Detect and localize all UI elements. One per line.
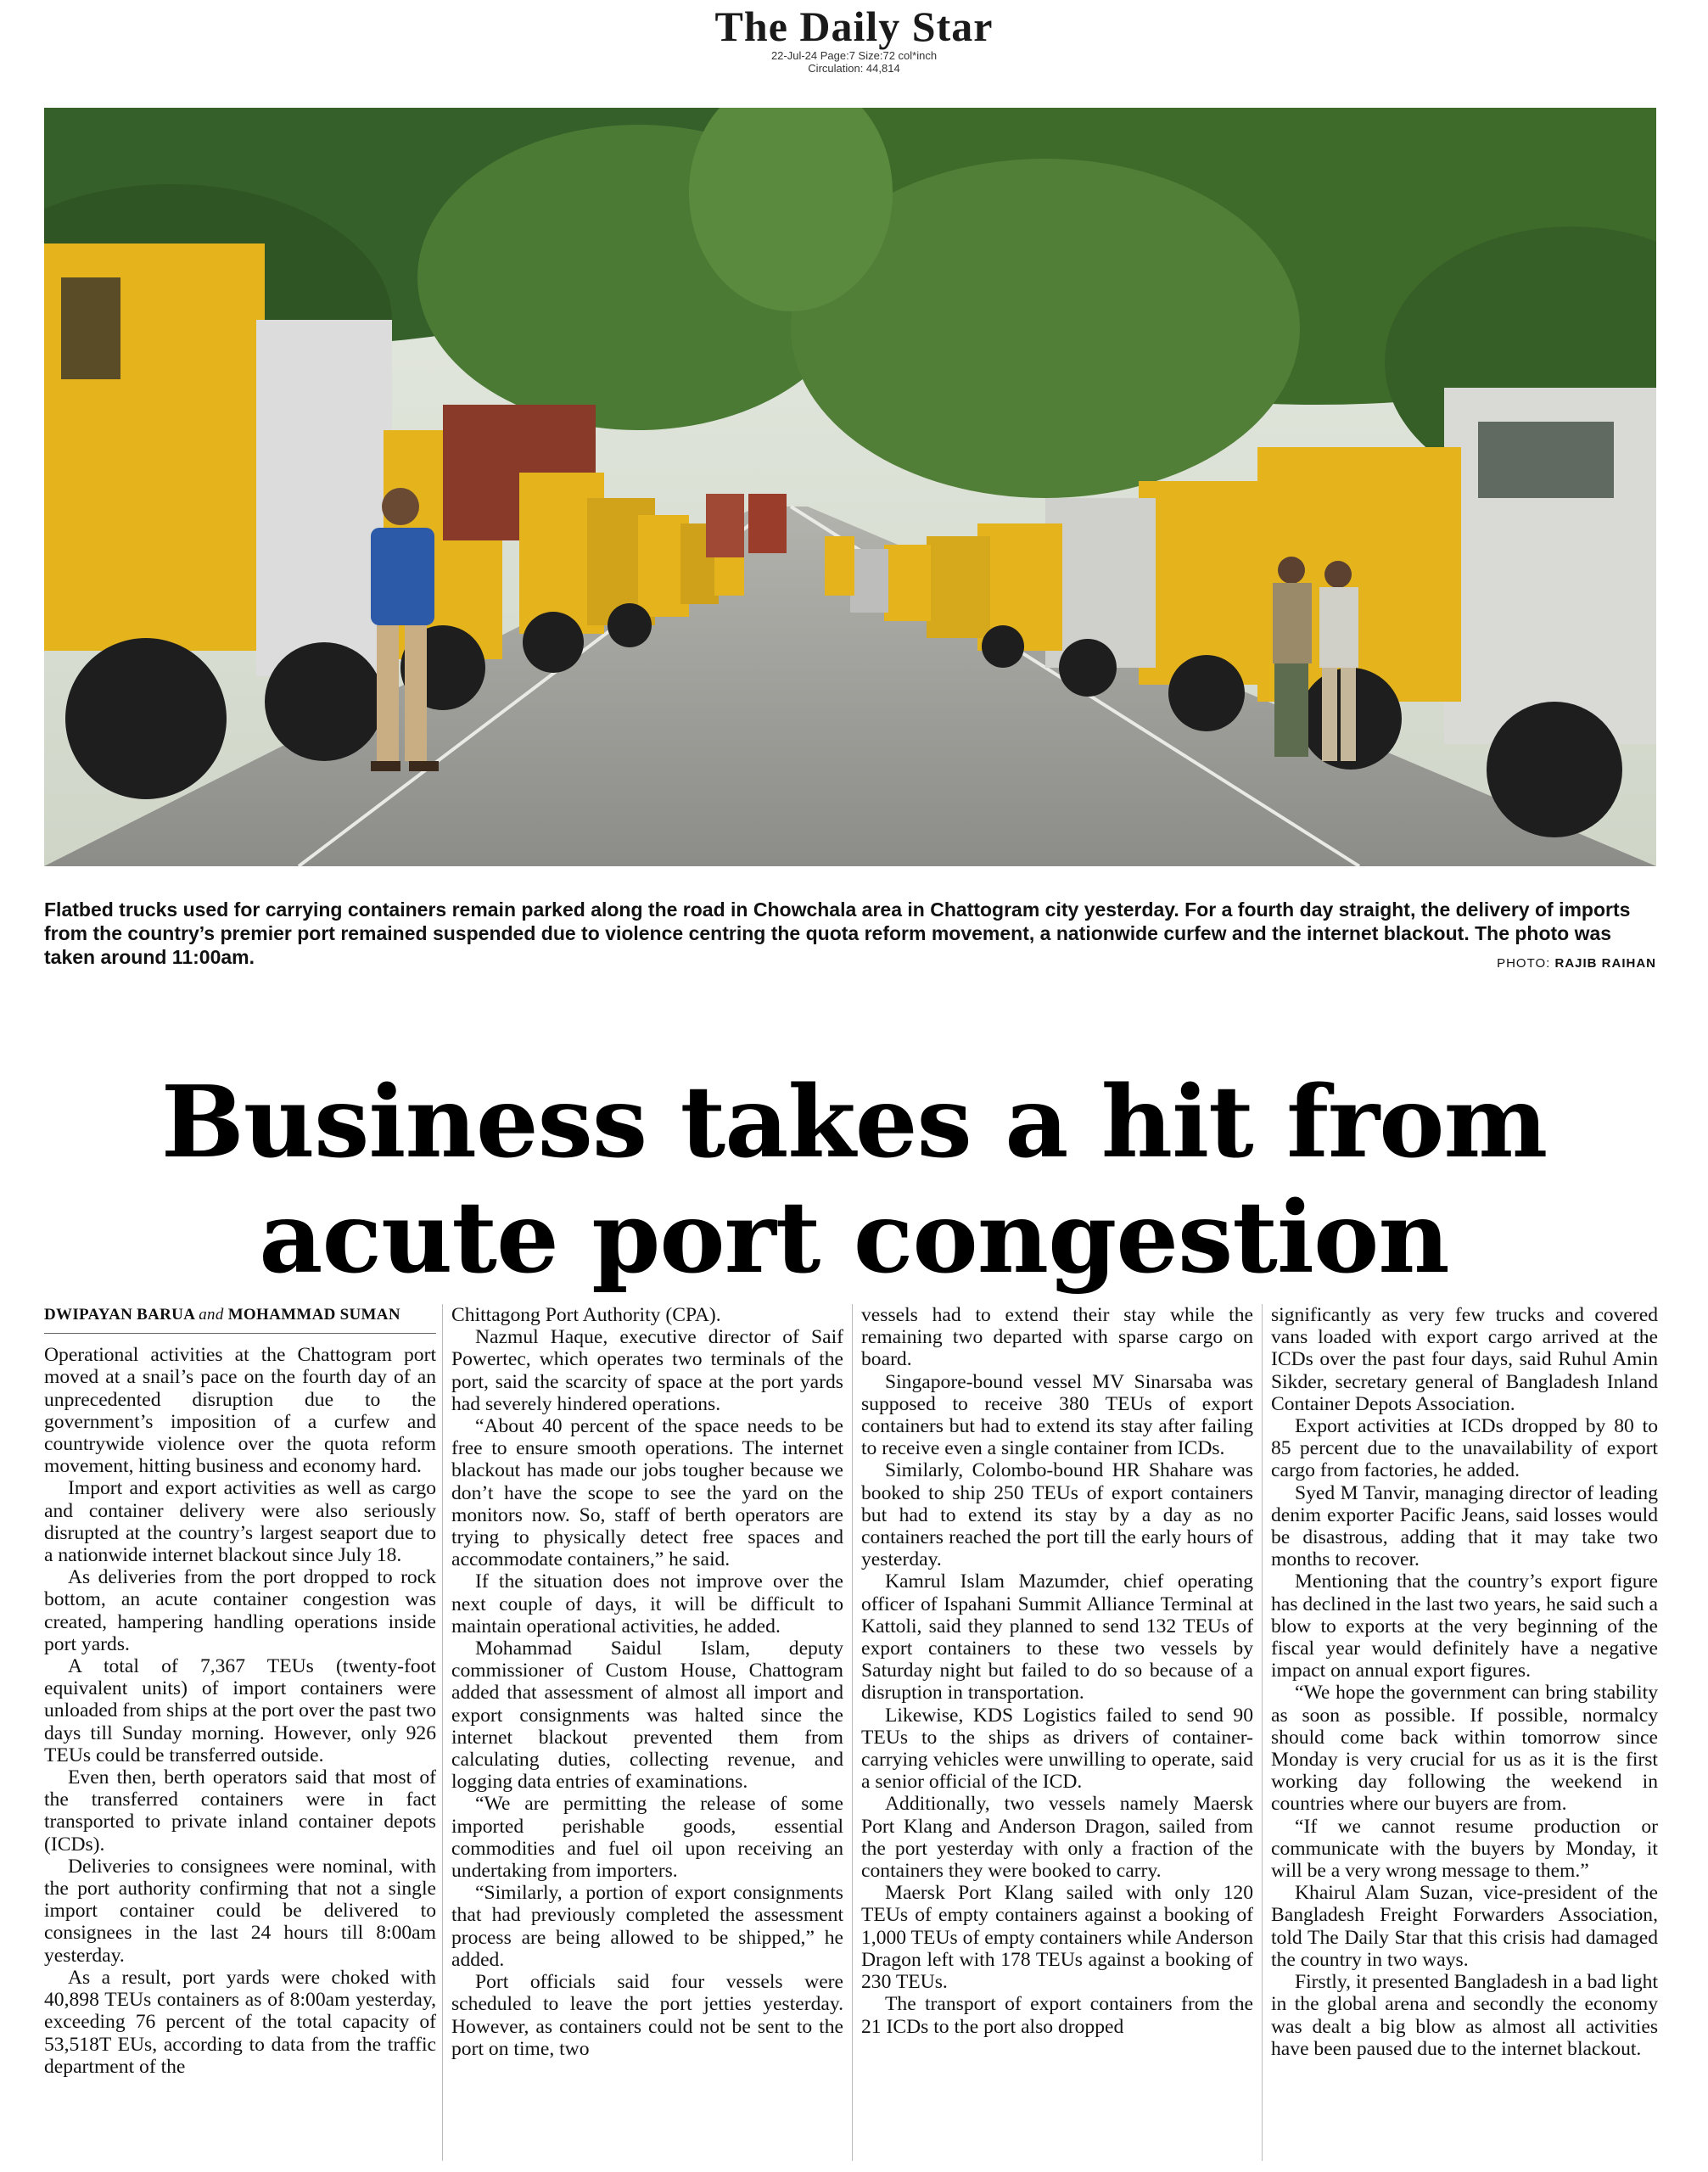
paragraph: Import and export activities as well as cargo and container delivery were also seriously disrupted at the country’s largest seaport due to a nationwide internet blackout since July 18.	[44, 1477, 436, 1567]
headline-line-2: acute port congestion	[259, 1180, 1449, 1296]
column-divider	[442, 1304, 443, 2161]
news-photo	[44, 108, 1656, 866]
paragraph: significantly as very few trucks and covered vans loaded with export cargo arrived at the ICDs over the past four days, said Ruhul Amin Sikder, secretary general of Bangladesh Inland Container Depots Association.	[1271, 1304, 1658, 1415]
paragraph: “We hope the government can bring stability as soon as possible. If possible, normalcy should come back within tomorrow since Monday is very crucial for us as it is the first working day following the weekend in countries where our buyers are from.	[1271, 1682, 1658, 1816]
headline	[0, 1065, 1708, 1296]
paragraph: vessels had to extend their stay while the remaining two departed with sparse cargo on board.	[861, 1304, 1253, 1371]
byline-author-1: DWIPAYAN BARUA	[44, 1306, 195, 1324]
paragraph: Deliveries to consignees were nominal, with the port authority confirming that not a single import container could be delivered to consignees in the last 24 hours till 8:00am yesterday.	[44, 1855, 436, 1967]
column-divider	[1262, 1304, 1263, 2161]
paragraph: Chittagong Port Authority (CPA).	[451, 1304, 721, 1326]
paragraph: The transport of export containers from the 21 ICDs to the port also dropped	[861, 1993, 1253, 2038]
paragraph: Singapore-bound vessel MV Sinarsaba was supposed to receive 380 TEUs of export containers but had to extend its stay after failing to receive even a single container from ICDs.	[861, 1370, 1253, 1460]
paragraph: “Similarly, a portion of export consignments that had previously completed the assessment process are being allowed to be shipped,” he added.	[451, 1882, 843, 1971]
paragraph: Mohammad Saidul Islam, deputy commissioner of Custom House, Chattogram added that assessment of almost all import and export consignments was halted since the internet blackout prevented them from calculating duties, collecting revenue, and logging data entries of examinations.	[451, 1637, 843, 1794]
paragraph: If the situation does not improve over the next couple of days, it will be difficult to maintain operational activities, he added.	[451, 1570, 843, 1637]
photo-credit	[1497, 956, 1656, 971]
paragraph: “If we cannot resume production or communicate with the buyers by Monday, it will be a very wrong message to them.”	[1271, 1815, 1658, 1883]
paragraph: As a result, port yards were choked with 40,898 TEUs containers as of 8:00am yesterday, exceeding 76 percent of the total capacity of 53,518T EUs, according to data from the traffic department of the	[44, 1966, 436, 2078]
paragraph: Firstly, it presented Bangladesh in a bad light in the global arena and secondly the economy was dealt a big blow as almost all activities have been paused due to the internet blackout.	[1271, 1971, 1658, 2060]
masthead	[0, 0, 1708, 85]
paragraph: Khairul Alam Suzan, vice-president of the Bangladesh Freight Forwarders Association, told The Daily Star that this crisis had damaged the country in two ways.	[1271, 1882, 1658, 1971]
article-column-3	[861, 1304, 1253, 2038]
byline-author-2: MOHAMMAD SUMAN	[227, 1306, 400, 1324]
paragraph: Operational activities at the Chattogram port moved at a snail’s pace on the fourth day of an unprecedented disruption due to the government’s imposition of a curfew and countrywide violence over the quota reform movement, hitting business and economy hard.	[44, 1344, 436, 1478]
paragraph: Port officials said four vessels were scheduled to leave the port jetties yesterday. However, as containers could not be sent to the port on time, two	[451, 1971, 843, 2060]
column-divider	[852, 1304, 853, 2161]
paragraph: Maersk Port Klang sailed with only 120 TEUs of empty containers against a booking of 1,000 TEUs of empty containers while Anderson Dragon left with 178 TEUs against a booking of 230 TEUs.	[861, 1882, 1253, 1994]
paragraph: “About 40 percent of the space needs to be free to ensure smooth operations. The internet blackout has made our jobs tougher because we don’t have the scope to see the yard on the monitors now. So, staff of berth operators are trying to physically detect free spaces and accommodate containers,” he said.	[451, 1415, 843, 1571]
photo-credit-name: RAJIB RAIHAN	[1554, 956, 1656, 971]
clipping-meta: 22-Jul-24 Page:7 Size:72 col*inch	[770, 49, 938, 62]
trucks-on-road-illustration	[44, 108, 1656, 866]
photo-credit-prefix: PHOTO:	[1497, 956, 1555, 971]
paragraph: Likewise, KDS Logistics failed to send 90 TEUs to the ships as drivers of container-carrying vehicles were unwilling to operate, said a senior official of the ICD.	[861, 1704, 1253, 1794]
headline-line-1: Business takes a hit from	[160, 1065, 1548, 1180]
paragraph: As deliveries from the port dropped to rock bottom, an acute container congestion was created, hampering handling operations inside port yards.	[44, 1566, 436, 1655]
paragraph: Kamrul Islam Mazumder, chief operating officer of Ispahani Summit Alliance Terminal at Kattoli, said they planned to send 132 TEUs of export containers to these two vessels by Saturday night but failed to do so because of a disruption in transportation.	[861, 1570, 1253, 1705]
paragraph: Nazmul Haque, executive director of Saif Powertec, which operates two terminals of the port, said the scarcity of space at the port yards had severely hindered operations.	[451, 1326, 843, 1415]
photo-caption: Flatbed trucks used for carrying containers remain parked along the road in Chowchala area in Chattogram city yesterday. For a fourth day straight, the delivery of imports from the country’s premier port remained suspended due to violence centring the quota reform movement, a nationwide curfew and the internet blackout. The photo was taken around 11:00am.	[44, 898, 1631, 968]
article-column-1	[44, 1304, 436, 2078]
paragraph: “We are permitting the release of some imported perishable goods, essential commodities and fuel oil upon receiving an undertaking from importers.	[451, 1793, 843, 1883]
article-column-4	[1271, 1304, 1658, 2060]
paragraph: Syed M Tanvir, managing director of leading denim exporter Pacific Jeans, said losses would be disastrous, adding that it may take two months to recover.	[1271, 1481, 1658, 1571]
byline	[44, 1304, 436, 1334]
article-column-2	[451, 1304, 843, 2060]
newspaper-name: The Daily Star	[714, 3, 994, 50]
byline-and: and	[199, 1306, 224, 1324]
paragraph: Even then, berth operators said that most of the transferred containers were in fact transported to private inland container depots (ICDs).	[44, 1766, 436, 1856]
paragraph: Additionally, two vessels namely Maersk Port Klang and Anderson Dragon, sailed from the port yesterday with only a fraction of the containers they were booked to carry.	[861, 1793, 1253, 1883]
paragraph: A total of 7,367 TEUs (twenty-foot equivalent units) of import containers were unloaded from ships at the port over the past two days till Sunday morning. However, only 926 TEUs could be transferred outside.	[44, 1655, 436, 1766]
paragraph: Export activities at ICDs dropped by 80 to 85 percent due to the unavailability of export cargo from factories, he added.	[1271, 1415, 1658, 1482]
paragraph: Similarly, Colombo-bound HR Shahare was booked to ship 250 TEUs of export containers but had to extend its stay by a day as no containers reached the port till the early hours of yesterday.	[861, 1459, 1253, 1571]
paragraph: Mentioning that the country’s export figure has declined in the last two years, he said such a blow to exports at the very beginning of the fiscal year would definitely have a negative impact on annual export figures.	[1271, 1570, 1658, 1682]
circulation: Circulation: 44,814	[808, 62, 900, 75]
